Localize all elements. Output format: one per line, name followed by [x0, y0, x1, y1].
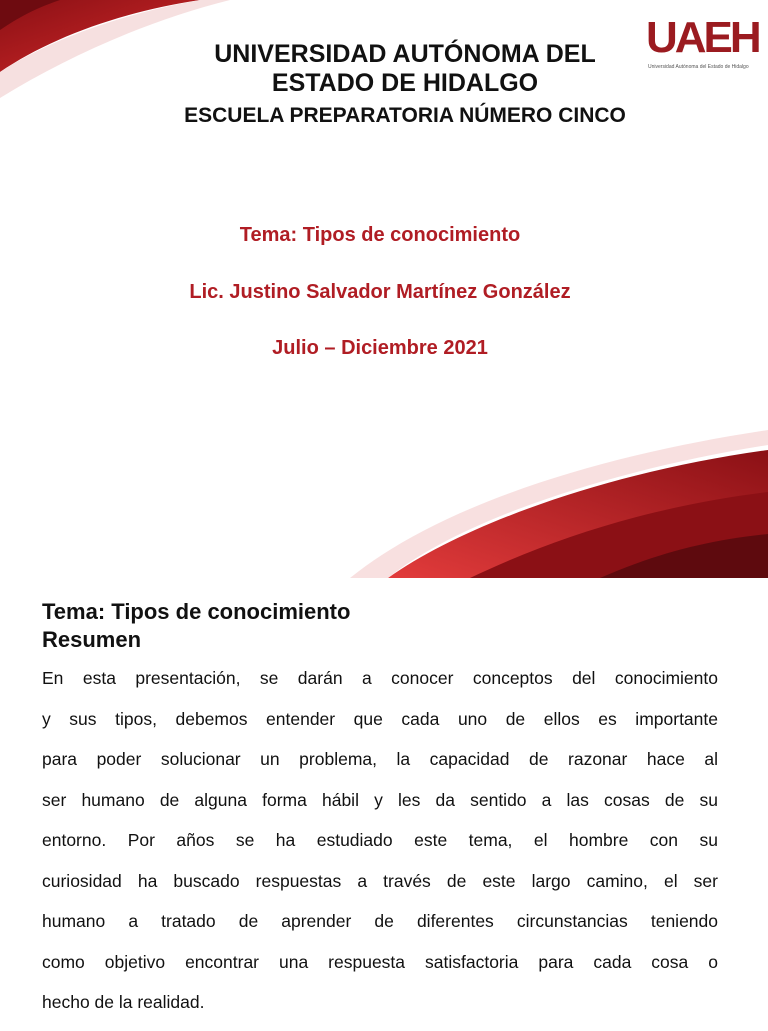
paragraph-line: ser humano de alguna forma hábil y les da sentido a las cosas de su: [42, 789, 718, 810]
uaeh-logo-text: UAEH: [646, 13, 759, 62]
university-name-line1: UNIVERSIDAD AUTÓNOMA DEL: [214, 40, 596, 68]
teacher-name: Lic. Justino Salvador Martínez González: [189, 281, 571, 303]
summary-slide: [0, 578, 768, 1024]
paragraph-line: hecho de la realidad.: [42, 992, 205, 1012]
uaeh-logo-subtitle: Universidad Autónoma del Estado de Hidalgo: [648, 64, 749, 70]
paragraph-line: para poder solucionar un problema, la capacidad de razonar hace al: [42, 749, 718, 769]
uaeh-logo: [646, 10, 758, 86]
paragraph-line: curiosidad ha buscado respuestas a través de este largo camino, el ser: [42, 870, 718, 891]
university-name-line2: ESTADO DE HIDALGO: [271, 69, 539, 97]
topic-line: Tema: Tipos de conocimiento: [239, 224, 521, 246]
school-name: ESCUELA PREPARATORIA NÚMERO CINCO: [184, 104, 626, 127]
school-period: Julio – Diciembre 2021: [272, 337, 488, 359]
paragraph-line: humano a tratado de aprender de diferentes circunstancias teniendo: [42, 911, 718, 931]
summary-paragraph: [42, 666, 718, 1031]
summary-title: Tema: Tipos de conocimiento: [42, 599, 351, 624]
paragraph-line: y sus tipos, debemos entender que cada uno de ellos es importante: [42, 708, 718, 729]
summary-subtitle: Resumen: [42, 627, 142, 652]
paragraph-line: como objetivo encontrar una respuesta satisfactoria para cada cosa o: [42, 951, 718, 972]
paragraph-line: entorno. Por años se ha estudiado este tema, el hombre con su: [42, 830, 718, 850]
paragraph-line: En esta presentación, se darán a conocer conceptos del conocimiento: [42, 668, 718, 688]
